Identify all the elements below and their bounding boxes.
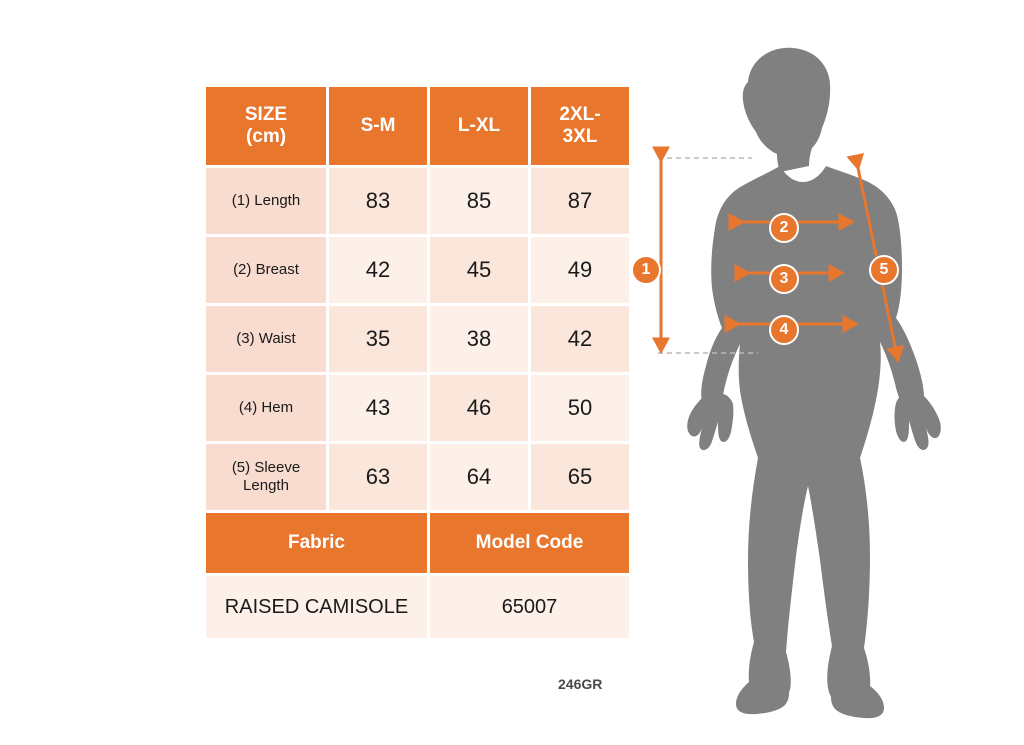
table-row (206, 168, 629, 234)
measurement-diagram (630, 20, 1010, 730)
silhouette-shape (687, 48, 941, 718)
row-label-waist: (3) Waist (206, 306, 326, 372)
table-row (206, 237, 629, 303)
cell-waist-lxl: 38 (430, 306, 528, 372)
badge-4-hem: 4 (769, 315, 799, 345)
row-label-hem: (4) Hem (206, 375, 326, 441)
cell-sleeve-sm: 63 (329, 444, 427, 510)
table-header-col-sm: S-M (329, 87, 427, 165)
table-header-col-2xl3xl (531, 87, 629, 165)
table-header-col-lxl: L-XL (430, 87, 528, 165)
cell-hem-lxl: 46 (430, 375, 528, 441)
table-subheader-row (206, 513, 629, 573)
cell-length-lxl: 85 (430, 168, 528, 234)
cell-hem-sm: 43 (329, 375, 427, 441)
cell-sleeve-lxl: 64 (430, 444, 528, 510)
cell-length-sm: 83 (329, 168, 427, 234)
size-chart-table (203, 84, 632, 641)
row-label-length: (1) Length (206, 168, 326, 234)
cell-breast-2xl3xl: 49 (531, 237, 629, 303)
row-label-sleeve-length (206, 444, 326, 510)
cell-hem-2xl3xl: 50 (531, 375, 629, 441)
value-fabric: RAISED CAMISOLE (206, 576, 427, 638)
cell-waist-2xl3xl: 42 (531, 306, 629, 372)
subheader-fabric: Fabric (206, 513, 427, 573)
badge-3-waist: 3 (769, 264, 799, 294)
table-header-row (206, 87, 629, 165)
cell-breast-lxl: 45 (430, 237, 528, 303)
code-note: 246GR (558, 676, 603, 692)
badge-2-breast: 2 (769, 213, 799, 243)
badge-5-sleeve-length: 5 (869, 255, 899, 285)
cell-sleeve-2xl3xl: 65 (531, 444, 629, 510)
cell-breast-sm: 42 (329, 237, 427, 303)
body-silhouette-svg (630, 20, 1010, 730)
row-label-sleeve-length-line2: Length (243, 477, 289, 494)
table-header-size-line2: (cm) (245, 126, 287, 147)
row-label-breast: (2) Breast (206, 237, 326, 303)
table-row (206, 444, 629, 510)
table-row (206, 375, 629, 441)
badge-1-length: 1 (631, 255, 661, 285)
table-header-size (206, 87, 326, 165)
table-row (206, 306, 629, 372)
table-header-col-2xl3xl-line1: 2XL- (559, 104, 601, 126)
cell-length-2xl3xl: 87 (531, 168, 629, 234)
table-footer-row (206, 576, 629, 638)
cell-waist-sm: 35 (329, 306, 427, 372)
value-model-code: 65007 (430, 576, 629, 638)
table-header-col-2xl3xl-line2: 3XL (562, 126, 598, 147)
subheader-model-code: Model Code (430, 513, 629, 573)
row-label-sleeve-length-line1: (5) Sleeve (231, 459, 301, 476)
table-header-size-line1: SIZE (244, 104, 288, 126)
